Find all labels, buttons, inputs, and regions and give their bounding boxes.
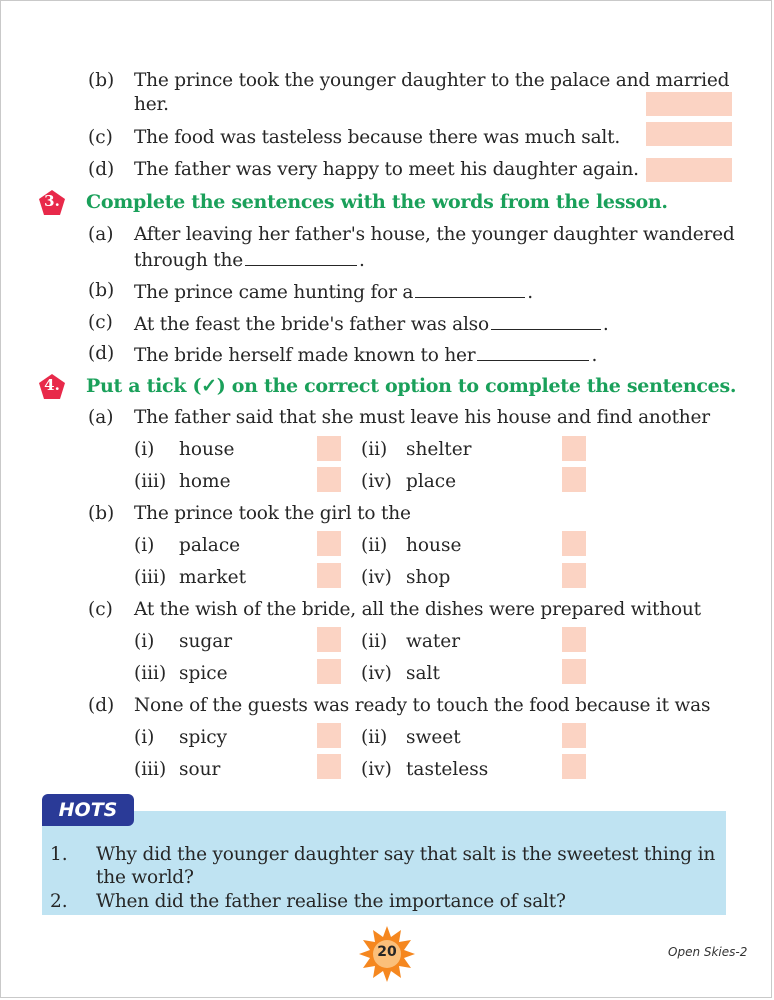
option-text: water: [406, 631, 461, 652]
option-text: salt: [406, 663, 440, 684]
hots-item-text: When did the father realise the importance of salt?: [96, 891, 566, 912]
fill-blank[interactable]: [491, 311, 601, 330]
option-number: (iv): [361, 471, 392, 492]
option-text: spice: [179, 663, 228, 684]
hots-item-number: 2.: [50, 891, 68, 912]
option-number: (iii): [134, 663, 167, 684]
question-text: At the wish of the bride, all the dishes were prepared without: [134, 599, 701, 620]
answer-box[interactable]: [646, 158, 732, 182]
item-text: The father was very happy to meet his daughter again.: [134, 159, 639, 180]
option-text: palace: [179, 535, 241, 556]
item-end: .: [358, 250, 365, 271]
option-text: tasteless: [406, 759, 489, 780]
option-number: (iv): [361, 567, 392, 588]
item-text-part: The bride herself made known to her: [134, 345, 476, 366]
question-number-badge: [38, 189, 66, 217]
item-label: (c): [88, 127, 113, 148]
hots-item-text: Why did the younger daughter say that salt is the sweetest thing in: [96, 844, 716, 865]
option-text: place: [406, 471, 457, 492]
option-text: sugar: [179, 631, 233, 652]
option-number: (i): [134, 535, 155, 556]
fill-blank[interactable]: [477, 342, 589, 361]
item-end: .: [591, 345, 598, 366]
question-text: The prince took the girl to the: [134, 503, 411, 524]
option-number: (i): [134, 439, 155, 460]
item-text: The food was tasteless because there was much salt.: [134, 127, 621, 148]
option-text: home: [179, 471, 231, 492]
question-title: Put a tick (✓) on the correct option to complete the sentences.: [86, 375, 737, 397]
question-text: The father said that she must leave his house and find another: [134, 407, 710, 428]
option-text: spicy: [179, 727, 228, 748]
option-text: shop: [406, 567, 451, 588]
item-label: (b): [88, 280, 115, 301]
tick-box[interactable]: [317, 531, 341, 556]
question-label: (d): [88, 695, 115, 716]
footer-book-title: Open Skies-2: [668, 945, 748, 959]
tick-box[interactable]: [562, 563, 586, 588]
tick-box[interactable]: [562, 723, 586, 748]
option-text: sour: [179, 759, 221, 780]
item-end: .: [602, 314, 609, 335]
question-number: 3.: [44, 192, 60, 210]
tick-box[interactable]: [317, 563, 341, 588]
fill-blank[interactable]: [415, 279, 525, 298]
item-text-part: through the: [134, 250, 243, 271]
option-number: (iii): [134, 759, 167, 780]
option-number: (i): [134, 631, 155, 652]
item-text: After leaving her father's house, the younger daughter wandered: [134, 224, 735, 245]
item-text: [134, 279, 533, 305]
page-number: 20: [377, 944, 397, 960]
tick-box[interactable]: [317, 754, 341, 779]
option-text: market: [179, 567, 247, 588]
question-number-badge: [38, 373, 66, 401]
hots-tag-label: HOTS: [58, 799, 118, 821]
answer-box[interactable]: [646, 92, 732, 116]
tick-box[interactable]: [317, 436, 341, 461]
option-text: house: [179, 439, 235, 460]
question-number: 4.: [44, 376, 60, 394]
tick-box[interactable]: [317, 467, 341, 492]
tick-box[interactable]: [317, 627, 341, 652]
page-number-badge: [358, 925, 416, 983]
tick-box[interactable]: [562, 627, 586, 652]
option-number: (iii): [134, 567, 167, 588]
fill-blank[interactable]: [245, 247, 357, 266]
option-text: sweet: [406, 727, 461, 748]
hots-tag: [42, 794, 134, 826]
option-text: shelter: [406, 439, 472, 460]
question-title: Complete the sentences with the words from the lesson.: [86, 191, 668, 213]
option-number: (i): [134, 727, 155, 748]
item-text-cont: [134, 247, 365, 273]
item-text-part: At the feast the bride's father was also: [134, 314, 489, 335]
item-label: (d): [88, 343, 115, 364]
tick-box[interactable]: [317, 659, 341, 684]
hots-item-number: 1.: [50, 844, 68, 865]
option-number: (ii): [361, 727, 388, 748]
question-label: (c): [88, 599, 113, 620]
item-label: (d): [88, 159, 115, 180]
tick-box[interactable]: [562, 531, 586, 556]
item-label: (c): [88, 312, 113, 333]
item-label: (a): [88, 224, 114, 245]
item-text: The prince took the younger daughter to the palace and married: [134, 70, 730, 91]
question-text: None of the guests was ready to touch the food because it was: [134, 695, 711, 716]
option-number: (iv): [361, 759, 392, 780]
option-text: house: [406, 535, 462, 556]
item-text-part: The prince came hunting for a: [134, 282, 414, 303]
option-number: (ii): [361, 439, 388, 460]
item-end: .: [527, 282, 533, 303]
hots-item-text-cont: the world?: [96, 867, 194, 888]
tick-box[interactable]: [317, 723, 341, 748]
item-label: (b): [88, 70, 115, 91]
item-text-cont: her.: [134, 94, 169, 115]
option-number: (iii): [134, 471, 167, 492]
option-number: (ii): [361, 631, 388, 652]
answer-box[interactable]: [646, 122, 732, 146]
tick-box[interactable]: [562, 754, 586, 779]
tick-box[interactable]: [562, 467, 586, 492]
option-number: (ii): [361, 535, 388, 556]
question-label: (b): [88, 503, 115, 524]
item-text: [134, 311, 609, 337]
tick-box[interactable]: [562, 436, 586, 461]
item-text: [134, 342, 597, 368]
option-number: (iv): [361, 663, 392, 684]
tick-box[interactable]: [562, 659, 586, 684]
question-label: (a): [88, 407, 114, 428]
